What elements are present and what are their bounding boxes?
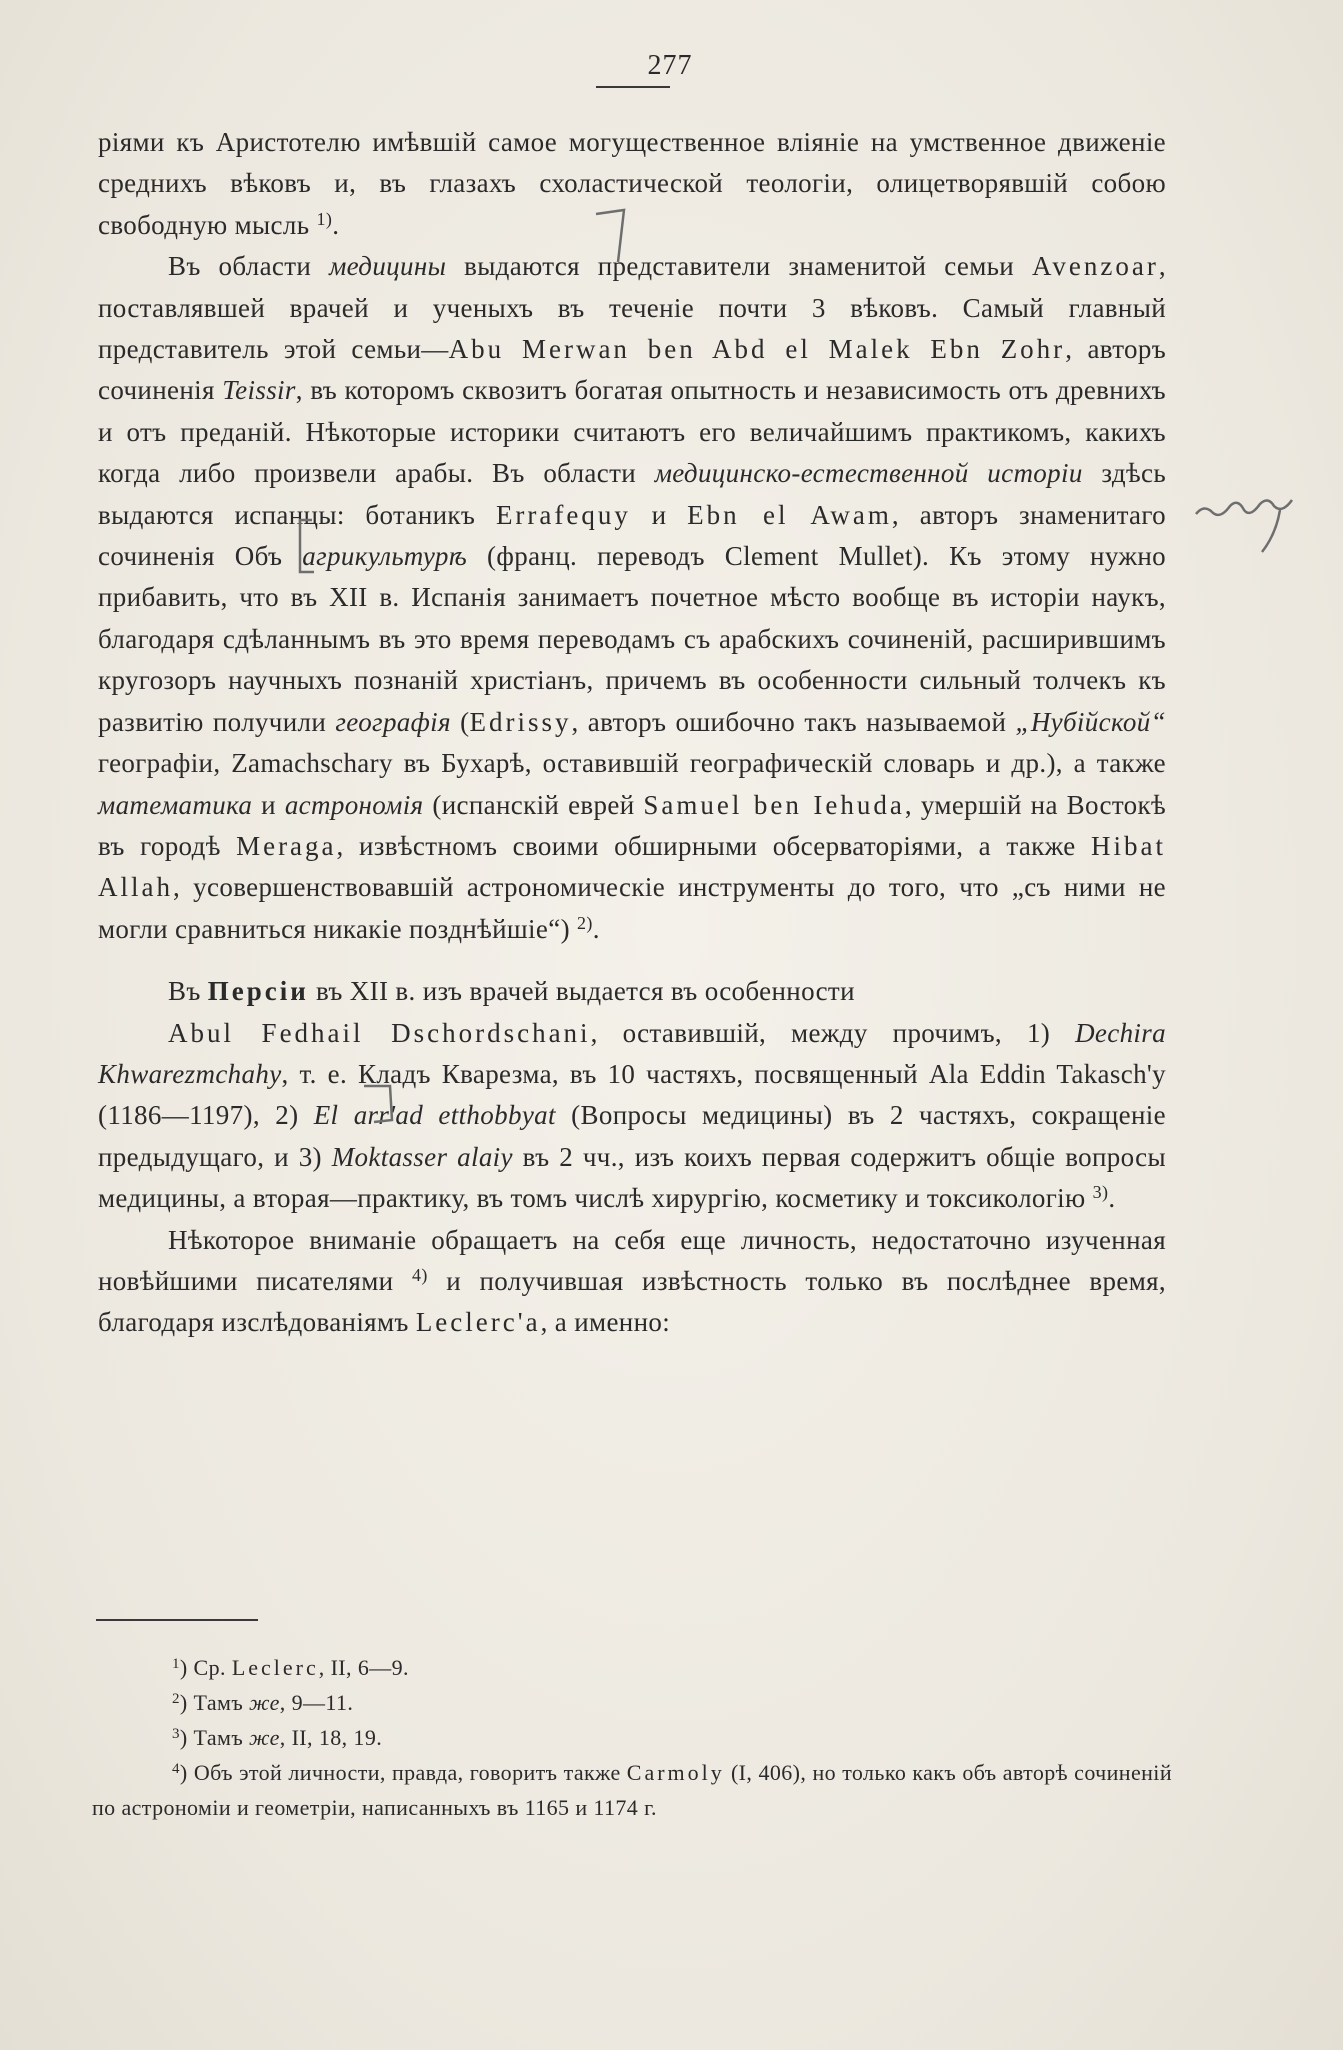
name-errafequy: Errafequy: [495, 499, 631, 530]
paragraph-dschordschani: Abul Fedhail Dschordschani, оставившій, между прочимъ, 1) Dechira Khwarezmchahy, т. е. Кладъ Кварезма, въ 10 частяхъ, посвященный Ala Eddin Takasch'у (1186—1197), 2) El arr'ad etthobbyat (Вопросы медицины) въ 2 частяхъ, сокращеніе предыдущаго, и 3) Moktasser alaiy въ 2 чч., изъ коихъ первая содержитъ общіе вопросы медицины, а вторая—практику, въ томъ числѣ хирургію, косметику и токсикологію $^{3)}$.: [98, 1017, 1166, 1214]
name-avenzoar: Avenzoar: [1031, 251, 1159, 282]
name-persia: Персіи: [207, 976, 309, 1007]
paragraph-spain: Въ области медицины выдаются представители знаменитой семьи Avenzoar, поставлявшей врачей и ученыхъ въ теченіе почти 3 вѣковъ. Самый главный представитель этой семьи—Abu Merwan ben Abd el Malek Ebn Zohr, авторъ сочиненія Teissir, въ которомъ сквозитъ богатая опытность и независимость отъ древнихъ и отъ преданій. Нѣкоторые историки считаютъ его величайшимъ практикомъ, какихъ когда либо произвели арабы. Въ области медицинско-естественной исторіи здѣсь выдаются испанцы: ботаникъ Errafequy и Ebn el Awam, авторъ знаменитаго сочиненія Объ агрикультурѣ (франц. переводъ Clement Mullet). Къ этому нужно прибавить, что въ XII в. Испанія занимаетъ почетное мѣсто вообще въ исторіи наукъ, благодаря сдѣланнымъ въ это время переводамъ съ арабскихъ сочиненій, расширившимъ кругозоръ научныхъ познаній христіанъ, причемъ въ особенности сильный толчекъ къ развитію получили географія (Edrissy, авторъ ошибочно такъ называемой „Нубійской“ географіи, Zamachschary въ Бухарѣ, оставившій географическій словарь и др.), а также математика и астрономія (испанскій еврей Samuel ben Iehuda, умершій на Востокѣ въ городѣ Meraga, извѣстномъ своими обширными обсерваторіями, а также Hibat Allah, усовершенствовавшій астрономическіе инструменты до того, что „съ ними не могли сравниться никакіе позднѣйшіе“) $^{2)}$.: [98, 251, 1167, 944]
name-hibat-allah: Hibat Allah: [98, 830, 1166, 903]
pencil-bracket-mark: [594, 206, 630, 266]
page-number: 277: [647, 50, 693, 81]
term-agriculture: агрикультурѣ: [302, 541, 468, 572]
title-el-arrad: El arr'ad etthobbyat: [313, 1100, 556, 1131]
footnote-ref-4[interactable]: 4): [411, 1264, 428, 1285]
name-ebn-el-awam: Ebn el Awam: [687, 499, 892, 530]
term-nubian: „Нубійской“: [1015, 706, 1166, 737]
footnote-4: $^4$) Объ этой личности, правда, говоритъ также Carmoly (I, 406), но только какъ объ авторѣ сочиненій по астрономіи и геометріи, написанныхъ въ 1165 и 1174 г.: [92, 1760, 1172, 1820]
pencil-bracket-mark: [290, 516, 320, 576]
footnote-3: $^3$) Тамъ же, II, 18, 19.: [172, 1725, 383, 1750]
name-meraga: Meraga: [236, 830, 337, 861]
term-mathematics: математика: [98, 789, 253, 820]
title-moktasser: Moktasser alaiy: [331, 1141, 513, 1172]
footnote-2: $^2$) Тамъ же, 9—11.: [172, 1690, 354, 1715]
term-medicine: медицины: [329, 251, 447, 282]
term-geography: географія: [335, 706, 451, 737]
paragraph-leclerc: Нѣкоторое вниманіе обращаетъ на себя еще личность, недостаточно изученная новѣйшими писателями $^{4)}$ и получившая извѣстность только въ послѣднее время, благодаря изслѣдованіямъ Leclerc'а, а именно:: [98, 1224, 1167, 1338]
page-number-underline: [596, 86, 670, 88]
name-abu-merwan: Abu Merwan ben Abd el Malek Ebn Zohr: [448, 334, 1066, 365]
name-edrissy: Edrissy: [469, 706, 572, 737]
footnote-ref-3[interactable]: 3): [1092, 1182, 1109, 1203]
name-leclerc: Leclerc'а: [415, 1307, 541, 1338]
footnote-ref-2[interactable]: 2): [577, 912, 593, 933]
name-samuel: Samuel ben Iehuda: [643, 789, 905, 820]
footnote-1: $^1$) Ср. Leclerc, II, 6—9.: [172, 1655, 409, 1680]
name-abul-fedhail: Abul Fedhail Dschordschani: [168, 1017, 591, 1048]
title-dechira: Dechira Khwarezmchahy: [98, 1017, 1166, 1089]
term-natural-history: медицинско-естественной исторіи: [654, 458, 1083, 489]
pencil-bracket-mark: [362, 1080, 398, 1128]
footnotes: [92, 1650, 1172, 1825]
footnote-separator: [96, 1619, 258, 1621]
paragraph-aristotle: ріями къ Аристотелю имѣвшій самое могущественное вліяніе на умственное движеніе среднихъ вѣковъ и, въ глазахъ схоластической теологіи, олицетворявшій собою свободную мысль $^{1)}$.: [98, 127, 1166, 240]
term-astronomy: астрономія: [284, 789, 424, 820]
title-teissir: Teissir: [222, 375, 296, 406]
footnote-ref-1[interactable]: 1): [316, 208, 333, 229]
pencil-scribble-mark: [1190, 488, 1300, 558]
paragraph-persia: Въ Персіи въ XII в. изъ врачей выдается въ особенности: [168, 976, 855, 1007]
body-text: [98, 122, 1166, 1344]
